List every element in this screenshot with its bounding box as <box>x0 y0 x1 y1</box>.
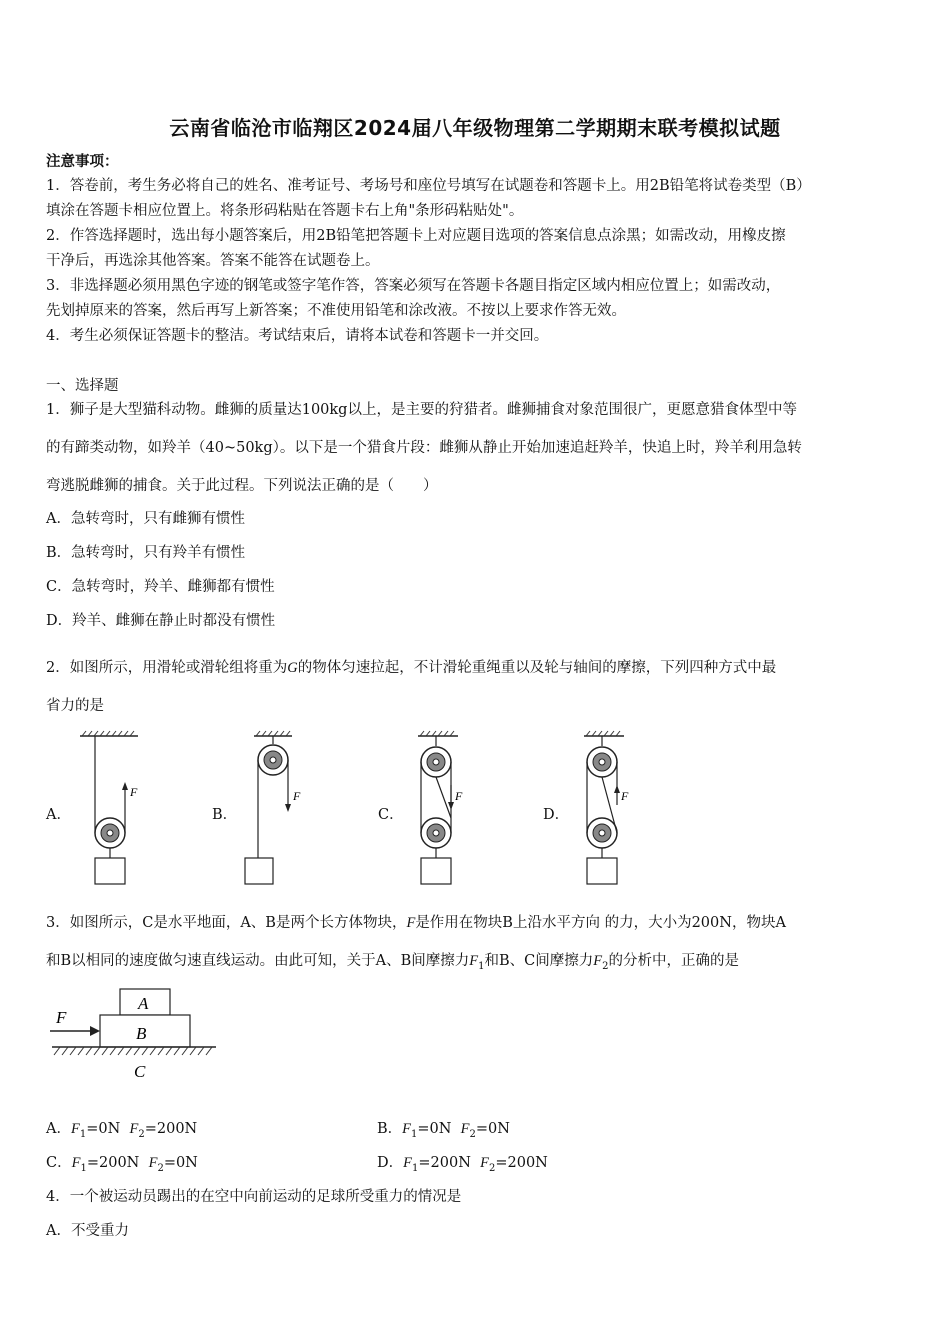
page-title: 云南省临沧市临翔区2024届八年级物理第二学期期末联考模拟试题 <box>169 116 781 140</box>
ground-c-label: C <box>134 1062 146 1081</box>
notice-line: 先划掉原来的答案，然后再写上新答案；不准使用铅笔和涂改液。不按以上要求作答无效。 <box>46 303 626 319</box>
force-label: F <box>293 789 301 803</box>
question-2-option-c-label: C． <box>378 807 404 823</box>
question-3-text: 和B以相同的速度做匀速直线运动。由此可知，关于A、B间摩擦力$F_1$和B、C间摩擦力$F_2$的分析中，正确的是 <box>46 953 739 972</box>
question-1-option-c: C．急转弯时，羚羊、雌狮都有惯性 <box>46 579 275 595</box>
question-4-option-a: A．不受重力 <box>46 1223 129 1239</box>
notice-heading: 注意事项： <box>46 153 119 170</box>
question-2-text: 省力的是 <box>46 698 104 714</box>
question-2-option-d-label: D． <box>543 807 570 823</box>
question-3-option-d: D．$F_1=200N$ $F_2=200N$ <box>377 1155 548 1174</box>
section-heading: 一、选择题 <box>46 378 119 394</box>
question-3-option-c: C．$F_1=200N$ $F_2=0N$ <box>46 1155 198 1174</box>
question-1-text: 弯逃脱雌狮的捕食。关于此过程。下列说法正确的是（ ） <box>46 478 438 494</box>
question-1-option-b: B．急转弯时，只有羚羊有惯性 <box>46 545 246 561</box>
blocks-figure <box>46 985 226 1085</box>
question-4-text: 4．一个被运动员踢出的在空中向前运动的足球所受重力的情况是 <box>46 1189 462 1205</box>
pulley-figure-d <box>580 730 660 890</box>
pulley-figure-c <box>410 730 490 890</box>
block-a-label: A <box>138 994 149 1013</box>
notice-line: 4．考生必须保证答题卡的整洁。考试结束后，请将本试卷和答题卡一并交回。 <box>46 328 549 344</box>
pulley-figure-b <box>242 730 322 890</box>
block-b-label: B <box>136 1024 147 1043</box>
question-3-text: 3．如图所示，C是水平地面，A、B是两个长方体物块，F是作用在物块B上沿水平方向 的力，大小为200N，物块A <box>46 915 786 931</box>
question-3-option-a: A．$F_1=0N$ $F_2=200N$ <box>46 1121 198 1140</box>
question-2-option-a-label: A． <box>46 807 71 823</box>
question-1-text: 1．狮子是大型猫科动物。雌狮的质量达100kg以上，是主要的狩猎者。雌狮捕食对象范围很广，更愿意猎食体型中等 <box>46 402 797 418</box>
question-2-text: 2．如图所示，用滑轮或滑轮组将重为G的物体匀速拉起，不计滑轮重绳重以及轮与轴间的摩擦，下列四种方式中最 <box>46 660 777 676</box>
notice-line: 1．答卷前，考生务必将自己的姓名、准考证号、考场号和座位号填写在试题卷和答题卡上。用2B铅笔将试卷类型（B） <box>46 178 811 194</box>
pulley-figure-a <box>78 730 158 890</box>
notice-line: 填涂在答题卡相应位置上。将条形码粘贴在答题卡右上角"条形码粘贴处"。 <box>46 203 524 219</box>
notice-line: 干净后，再选涂其他答案。答案不能答在试题卷上。 <box>46 253 380 269</box>
question-3-option-b: B．$F_1=0N$ $F_2=0N$ <box>377 1121 510 1140</box>
notice-line: 3．非选择题必须用黑色字迹的钢笔或签字笔作答，答案必须写在答题卡各题目指定区域内相应位置上；如需改动， <box>46 278 781 294</box>
force-label: F <box>455 789 463 803</box>
force-label: F <box>621 789 629 803</box>
question-1-option-a: A．急转弯时，只有雌狮有惯性 <box>46 511 245 527</box>
notice-line: 2．作答选择题时，选出每小题答案后，用2B铅笔把答题卡上对应题目选项的答案信息点涂黑；如需改动，用橡皮擦 <box>46 228 786 244</box>
question-1-option-d: D．羚羊、雌狮在静止时都没有惯性 <box>46 613 276 629</box>
question-2-option-b-label: B． <box>212 807 238 823</box>
question-1-text: 的有蹄类动物，如羚羊（40~50kg）。以下是一个猎食片段：雌狮从静止开始加速追赶羚羊，快追上时，羚羊利用急转 <box>46 440 802 456</box>
force-label: F <box>130 785 138 799</box>
force-f-label: F <box>56 1008 67 1027</box>
